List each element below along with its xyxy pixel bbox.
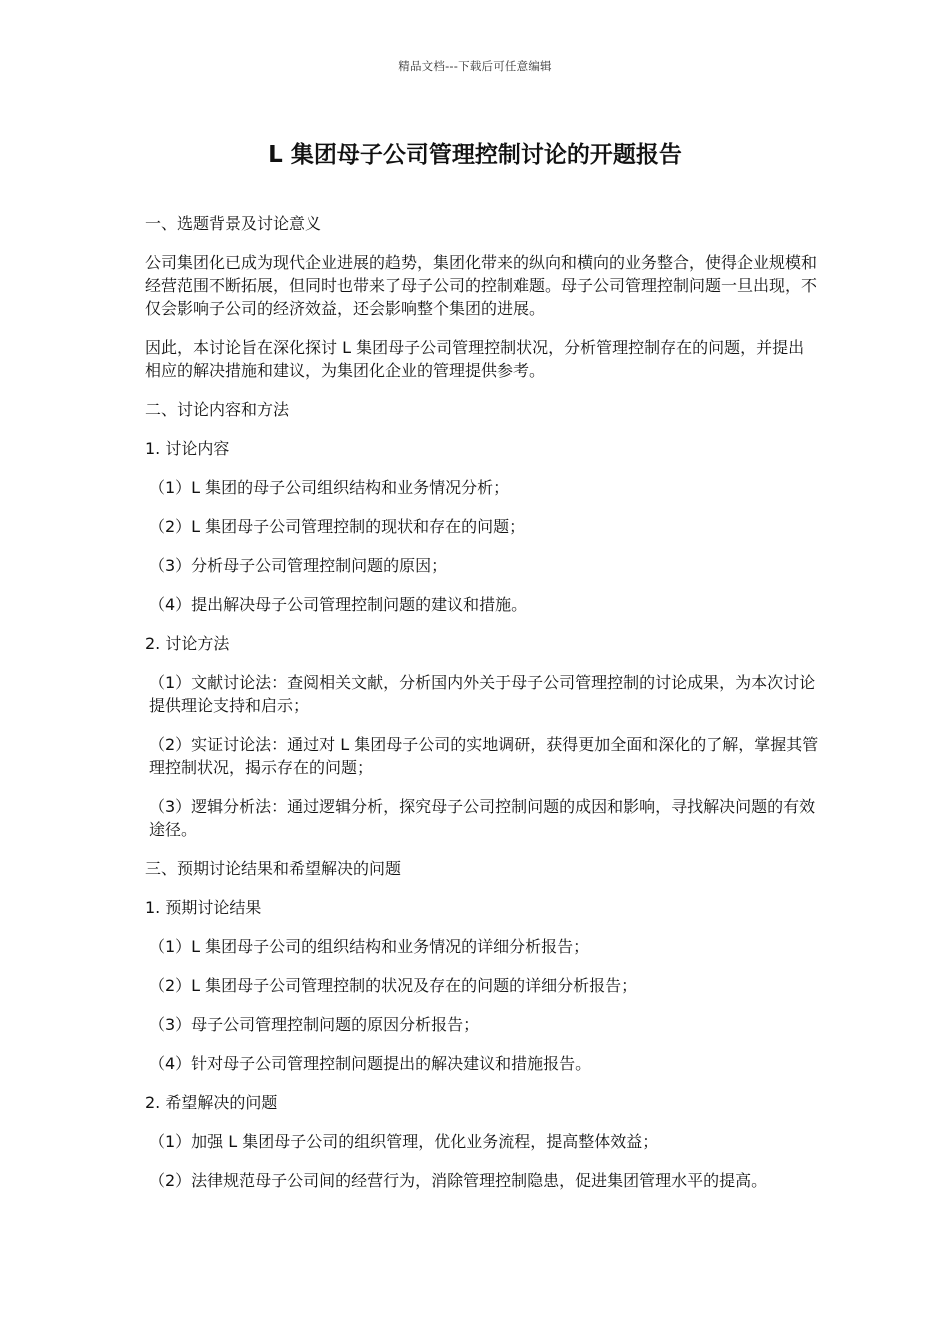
list-item: （3）分析母子公司管理控制问题的原因； bbox=[149, 556, 448, 575]
section-heading-expected-results: 三、预期讨论结果和希望解决的问题 bbox=[145, 859, 402, 878]
list-item: （3）逻辑分析法：通过逻辑分析，探究母子公司控制问题的成因和影响，寻找解决问题的有效途径。 bbox=[149, 797, 816, 839]
page-header: 精品文档---下载后可任意编辑 bbox=[398, 59, 552, 73]
list-item: （4）提出解决母子公司管理控制问题的建议和措施。 bbox=[149, 595, 528, 614]
document-body bbox=[145, 212, 820, 1208]
list-item: （1）L 集团母子公司的组织结构和业务情况的详细分析报告； bbox=[149, 937, 590, 956]
section-heading-background: 一、选题背景及讨论意义 bbox=[145, 214, 322, 233]
subheading-research-content: 1. 讨论内容 bbox=[145, 439, 230, 458]
document-title: L 集团母子公司管理控制讨论的开题报告 bbox=[268, 142, 682, 168]
subheading-expected-results: 1. 预期讨论结果 bbox=[145, 898, 262, 917]
list-item: （2）L 集团母子公司管理控制的状况及存在的问题的详细分析报告； bbox=[149, 976, 638, 995]
background-paragraph-2: 因此，本讨论旨在深化探讨 L 集团母子公司管理控制状况，分析管理控制存在的问题，并提出相应的解决措施和建议，为集团化企业的管理提供参考。 bbox=[145, 338, 805, 380]
list-item: （1）文献讨论法：查阅相关文献，分析国内外关于母子公司管理控制的讨论成果，为本次讨论提供理论支持和启示； bbox=[149, 673, 816, 715]
subheading-problems-to-solve: 2. 希望解决的问题 bbox=[145, 1093, 278, 1112]
list-item: （3）母子公司管理控制问题的原因分析报告； bbox=[149, 1015, 480, 1034]
list-item: （1）加强 L 集团母子公司的组织管理，优化业务流程，提高整体效益； bbox=[149, 1132, 659, 1151]
list-item: （2）L 集团母子公司管理控制的现状和存在的问题； bbox=[149, 517, 526, 536]
background-paragraph-1: 公司集团化已成为现代企业进展的趋势，集团化带来的纵向和横向的业务整合，使得企业规模和经营范围不断拓展，但同时也带来了母子公司的控制难题。母子公司管理控制问题一旦出现，不仅会影响子公司的经济效益，还会影响整个集团的进展。 bbox=[145, 253, 818, 318]
list-item: （2）法律规范母子公司间的经营行为，消除管理控制隐患，促进集团管理水平的提高。 bbox=[149, 1171, 768, 1190]
list-item: （4）针对母子公司管理控制问题提出的解决建议和措施报告。 bbox=[149, 1054, 592, 1073]
section-heading-content-methods: 二、讨论内容和方法 bbox=[145, 400, 290, 419]
list-item: （2）实证讨论法：通过对 L 集团母子公司的实地调研，获得更加全面和深化的了解，掌握其管理控制状况，揭示存在的问题； bbox=[149, 735, 819, 777]
list-item: （1）L 集团的母子公司组织结构和业务情况分析； bbox=[149, 478, 510, 497]
subheading-research-methods: 2. 讨论方法 bbox=[145, 634, 230, 653]
